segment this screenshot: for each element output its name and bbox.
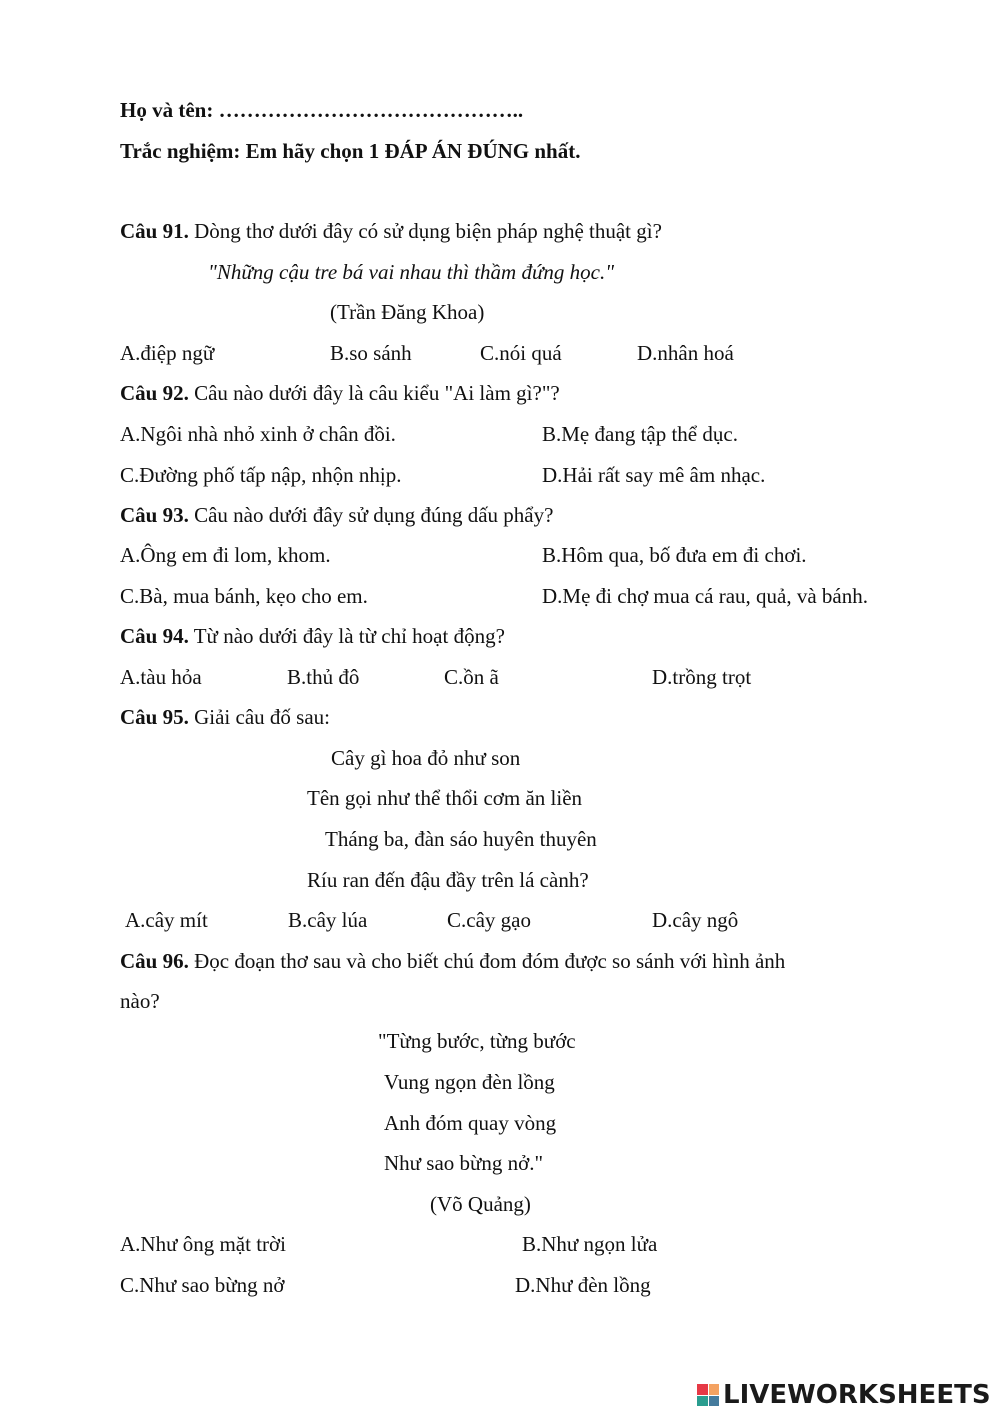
option-95-c: C.cây gạo [447,908,531,932]
name-line: Họ và tên: …………………………………….. [120,98,524,122]
option-92-d: D.Hải rất say mê âm nhạc. [542,463,766,487]
question-96 [120,948,785,974]
option-91-b: B.so sánh [330,341,412,365]
question-text: Câu nào dưới đây là câu kiểu "Ai làm gì?"? [188,381,560,405]
option-95-a: A.cây mít [125,908,208,932]
option-93-d: D.Mẹ đi chợ mua cá rau, quả, và bánh. [542,584,868,608]
poem-line: Như sao bừng nở." [384,1151,544,1175]
poem-line: Anh đóm quay vòng [384,1111,557,1135]
question-text: Từ nào dưới đây là từ chỉ hoạt động? [188,624,505,648]
question-92 [120,380,560,406]
option-92-c: C.Đường phố tấp nập, nhộn nhịp. [120,463,402,487]
liveworksheets-logo [697,1378,997,1412]
option-93-b: B.Hôm qua, bố đưa em đi chơi. [542,543,807,567]
option-94-d: D.trồng trọt [652,665,752,689]
riddle-line: Cây gì hoa đỏ như son [331,746,521,770]
riddle-line: Ríu ran đến đậu đầy trên lá cành? [307,868,589,892]
option-96-b: B.Như ngọn lửa [522,1232,658,1256]
riddle-line: Tên gọi như thể thổi cơm ăn liền [307,786,583,810]
question-91 [120,218,662,244]
question-text: Giải câu đố sau: [188,705,330,729]
question-label: Câu 95. [120,705,189,729]
option-92-a: A.Ngôi nhà nhỏ xinh ở chân đồi. [120,422,396,446]
instruction: Trắc nghiệm: Em hãy chọn 1 ĐÁP ÁN ĐÚNG nhất. [120,139,581,163]
option-94-a: A.tàu hỏa [120,665,202,689]
question-94 [120,623,505,649]
option-96-d: D.Như đèn lồng [515,1273,651,1297]
option-92-b: B.Mẹ đang tập thể dục. [542,422,738,446]
question-text: Câu nào dưới đây sử dụng đúng dấu phẩy? [188,503,554,527]
option-91-d: D.nhân hoá [637,341,734,365]
question-93 [120,502,553,528]
question-text: Dòng thơ dưới đây có sử dụng biện pháp nghệ thuật gì? [188,219,662,243]
poem-author: (Võ Quảng) [430,1192,531,1216]
question-96-cont: nào? [120,989,160,1013]
option-94-c: C.ồn ã [444,665,499,689]
option-95-b: B.cây lúa [288,908,368,932]
question-95 [120,704,330,730]
option-96-c: C.Như sao bừng nở [120,1273,285,1297]
logo-text: LIVEWORKSHEETS [723,1380,991,1410]
option-93-a: A.Ông em đi lom, khom. [120,543,331,567]
poem-line: "Từng bước, từng bước [378,1029,576,1053]
question-91-quote: "Những cậu tre bá vai nhau thì thầm đứng học." [208,260,615,284]
question-label: Câu 93. [120,503,189,527]
option-93-c: C.Bà, mua bánh, kẹo cho em. [120,584,368,608]
poem-line: Vung ngọn đèn lồng [384,1070,555,1094]
option-95-d: D.cây ngô [652,908,739,932]
option-96-a: A.Như ông mặt trời [120,1232,286,1256]
question-label: Câu 96. [120,949,189,973]
option-91-a: A.điệp ngữ [120,341,215,365]
question-label: Câu 92. [120,381,189,405]
option-94-b: B.thủ đô [287,665,360,689]
question-text: Đọc đoạn thơ sau và cho biết chú đom đóm được so sánh với hình ảnh [188,949,786,973]
liveworksheets-icon [697,1384,719,1406]
question-91-author: (Trần Đăng Khoa) [330,300,485,324]
riddle-line: Tháng ba, đàn sáo huyên thuyên [325,827,597,851]
option-91-c: C.nói quá [480,341,562,365]
question-label: Câu 94. [120,624,189,648]
question-label: Câu 91. [120,219,189,243]
